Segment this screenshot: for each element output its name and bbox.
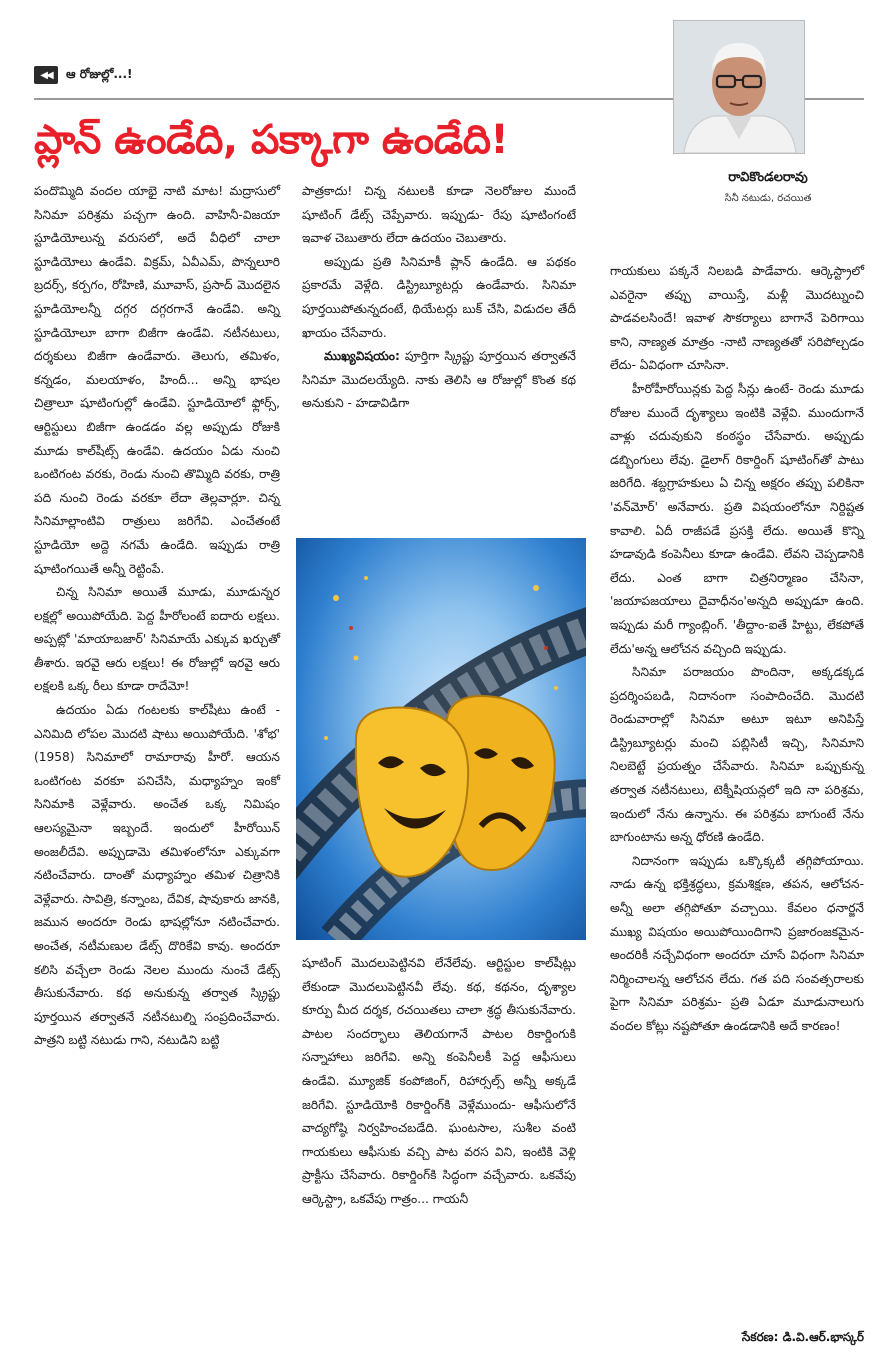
- paragraph: నిదానంగా ఇప్పుడు ఒక్కొక్కటీ తగ్గిపోయాయి. నాడు ఉన్న భక్తిశ్రద్ధలు, క్రమశిక్షణ, తపన, ఆలోచన- అన్నీ అలా తగ్గిపోతూ వచ్చాయి. కేవలం ధనార్జనే ముఖ్య విషయం అయిపోయిందిగాని ప్రజారంజకమైన-అందరికీ నచ్చేవిధంగా అందరూ చూసే విధంగా సినిమా నిర్మించాలన్న ఆలోచన లేదు. గత పది సంవత్సరాలకు పైగా సినిమా పరిశ్రమ- ప్రతి ఏడూ మూడునాలుగు వందల కోట్లు నష్టపోతూ ఉండడానికి అదే కారణం!: [610, 853, 864, 1033]
- article-column-2-continued: [302, 952, 576, 1212]
- author-role: సినీ నటుడు, రచయిత: [724, 193, 812, 204]
- theatre-masks-illustration: [296, 538, 586, 940]
- paragraph: [302, 345, 576, 416]
- article-column-1: [34, 180, 280, 1053]
- rewind-icon: ◀◀: [34, 66, 58, 84]
- article-headline: ప్లాన్ ఉండేది, పక్కాగా ఉండేది!: [34, 117, 509, 163]
- paragraph: హీరోహీరోయిన్లకు పెద్ద సీన్లు ఉంటే- రెండు మూడు రోజుల ముందే దృశ్యాలు ఇంటికి వెళ్లేవి. ముందుగానే వాళ్లు చదువుకుని కంఠస్థం చేసేవారు. అప్పుడు డబ్బింగులు లేవు. డైలాగ్ రికార్డింగ్ షూటింగ్‌తో పాటు జరిగేది. శబ్దగ్రాహకులు ఏ చిన్న అక్షరం తప్పు పలికినా 'వన్‌మోర్' అనేవారు. ప్రతి విషయంలోనూ నిర్దిష్టత కావాలి. ఏదీ రాజీపడే ప్రసక్తి లేదు. అయితే కొన్ని హడావుడి కంపెనీలు కూడా ఉండేవి. లేవని చెప్పడానికి లేదు. ఎంత బాగా చిత్రనిర్మాణం చేసినా, 'జయాపజయాలు దైవాధీనం'అన్నది అప్పుడూ ఉంది. ఇప్పుడు మరీ గ్యాంబ్లింగ్. 'తీద్దాం-ఐతే హిట్టు, లేకపోతే లేదు'అన్న ఆలోచన వచ్చింది ఇప్పుడు.: [610, 381, 864, 656]
- author-portrait-illustration: [674, 21, 804, 153]
- paragraph: పందొమ్మిది వందల యాభై నాటి మాట! మద్రాసులో సినిమా పరిశ్రమ పచ్చగా ఉంది. వాహినీ-విజయా స్టూడియోలున్న వరుసలో, అదే వీధిలో చాలా స్టూడియోలు ఉండేవి. విక్రమ్, ఏవీఎమ్, పొన్నలూరి బ్రదర్స్, కర్పగం, రోహిణి, మూవాస్, ప్రసాద్ మొదలైన స్టూడియోలన్నీ దగ్గర దగ్గరగానే ఉండేవి. అన్ని స్టూడియోలూ బాగా బిజీగా ఉండేవి. నటీనటులు, దర్శకులు బిజీగా ఉండేవారు. తెలుగు, తమిళం, కన్నడం, మలయాళం, హిందీ... అన్ని భాషల చిత్రాలూ షూటింగుల్లో ఉండేవి. స్టూడియోలో ఫ్లోర్స్, ఆర్టిస్టులు బిజీగా ఉండడం వల్ల అప్పుడు రోజుకి మూడు కాల్‌షీట్స్ ఉండేవి. ఉదయం ఏడు నుంచి ఒంటిగంట వరకు, రెండు నుంచి తొమ్మిది వరకు, రాత్రి పది నుంచి రెండు వరకూ లేదా తెల్లవార్లూ. చిన్న సినిమాల్లాంటివి రాత్రులు జరిగేవి. ఎంచేతంటే స్టూడియో అద్దె నగమే ఉండేది. ఇప్పుడు రాత్రి షూటింగయితే అన్నీ రెట్టింపే.: [34, 184, 280, 576]
- article-column-2: [302, 180, 576, 416]
- article-credit: సేకరణ: డి.వి.ఆర్.భాస్కర్: [741, 1330, 864, 1344]
- paragraph: అప్పుడు ప్రతి సినిమాకీ ప్లాన్ ఉండేది. ఆ పథకం ప్రకారమే వెళ్లేది. డిస్ట్రిబ్యూటర్లు ఉండేవారు. సినిమా పూర్తయిపోతున్నదంటే, థియేటర్లు బుక్ చేసి, విడుదల తేదీ ఖాయం చేసేవారు.: [302, 254, 576, 340]
- paragraph: ఉదయం ఏడు గంటలకు కాల్‌షీటు ఉంటే - ఎనిమిది లోపల మొదటి షాటు అయిపోయేది. 'శోభ' (1958) సినిమాలో రామారావు హీరో. ఆయన ఒంటిగంట వరకూ పనిచేసి, మధ్యాహ్నం ఇంకో సినిమాకి వెళ్లేవారు. అంచేత ఒక్క నిమిషం ఆలస్యమైనా ఇబ్బందే. ఇందులో హీరోయిన్ అంజలీదేవి. అప్పుడామె తమిళంలోనూ ఎక్కువగా నటించేవారు. దాంతో మధ్యాహ్నం తమిళ చిత్రానికి వెళ్లేవారు. సావిత్రి, కన్నాంబ, దేవిక, షావుకారు జానకి, జమున అందరూ రెండు భాషల్లోనూ నటించేవారు. అంచేత, నటీమణుల డేట్స్ దొరికేవి కావు. అందరూ కలిసి వచ్చేలా రెండు నెలల ముందు నుంచే డేట్స్ తీసుకునేవారు. కథ అనుకున్న తర్వాత స్క్రిప్టు పూర్తయిన తర్వాతనే నటీనటుల్ని సంప్రదించేవారు. పాత్రని బట్టి నటుడు గాని, నటుడిని బట్టి: [34, 703, 280, 1048]
- paragraph: సినిమా పరాజయం పొందినా, అక్కడక్కడ ప్రదర్శింపబడి, నిదానంగా సంపాదించేది. మొదటి రెండువారాల్లో సినిమా అటూ ఇటూ అనిపిస్తే డిస్ట్రిబ్యూటర్లు మంచి పబ్లిసిటీ ఇచ్చి, సినిమాని నిలబెట్టే ప్రయత్నం చేసేవారు. సినిమా ఒప్పుకున్న తర్వాత నటీనటులు, టెక్నీషియన్లలో ఇది నా పరిశ్రమ, ఇందులో నేను ఉన్నాను. ఈ పరిశ్రమ బాగుంటే నేను బాగుంటాను అన్న ధోరణి ఉండేది.: [610, 665, 864, 845]
- masks-film-reel-icon: [296, 538, 586, 940]
- paragraph: గాయకులు పక్కనే నిలబడి పాడేవారు. ఆర్కెస్ట్రాలో ఎవరైనా తప్పు వాయిస్తే, మళ్లీ మొదట్నుంచి పాడవలసిందే! ఇవాళ సౌకర్యాలు బాగానే పెరిగాయి కాని, నాణ్యత మాత్రం -నాటి నాణ్యతతో సరిపోల్చడం లేదు- ఏవిధంగా చూసినా.: [610, 264, 864, 373]
- paragraph: చిన్న సినిమా అయితే మూడు, మూడున్నర లక్షల్లో అయిపోయేది. పెద్ద హీరోలంటే ఐదారు లక్షలు. అప్పట్లో 'మాయాబజార్' సినిమాయే ఎక్కువ ఖర్చుతో తీశారు. ఇరవై ఆరు లక్షలు! ఈ రోజుల్లో ఇరవై ఆరు లక్షలకి ఒక్క రీలు కూడా రాదేమో!: [34, 585, 280, 694]
- section-label: ఆ రోజుల్లో...!: [66, 66, 133, 81]
- article-column-3: [610, 260, 864, 1039]
- paragraph: పాత్రకాదు! చిన్న నటులకి కూడా నెలరోజుల ముందే షూటింగ్ డేట్స్ చెప్పేవారు. ఇప్పుడు- రేపు షూటింగంటే ఇవాళ చెబుతారు లేదా ఉదయం చెబుతారు.: [302, 184, 576, 246]
- lead-text: పూర్తిగా స్క్రిప్టు పూర్తయిన తర్వాతనే సినిమా మొదలయ్యేది. నాకు తెలిసి ఆ రోజుల్లో కొంత కథ అనుకుని - హడావిడిగా: [302, 349, 576, 411]
- lead-in: ముఖ్యవిషయం:: [324, 349, 400, 364]
- paragraph: షూటింగ్ మొదలుపెట్టినవి లేనేలేవు. ఆర్టిస్టుల కాల్‌షీట్లు లేకుండా మొదలుపెట్టినవీ లేవు. కథ, కథనం, దృశ్యాల కూర్పు మీద దర్శక, రచయితలు చాలా శ్రద్ధ తీసుకునేవారు. పాటల సందర్భాలు తెలియగానే పాటల రికార్డింగుకి సన్నాహాలు జరిగేవి. అన్ని కంపెనీలకీ పెద్ద ఆఫీసులు ఉండేవి. మ్యూజిక్ కంపోజింగ్, రిహార్సల్స్ అన్నీ అక్కడే జరిగేవి. స్టూడియోకి రికార్డింగ్‌కి వెళ్లేముందు- ఆఫీసులోనే వాద్యగోష్ఠి నిర్వహించబడేది. ఘంటసాల, సుశీల వంటి గాయకులు ఆఫీసుకు వచ్చి పాట వరస విని, ఇంటికి వెళ్లి ప్రాక్టీసు చేసేవారు. రికార్డింగ్‌కి సిద్ధంగా వచ్చేవారు. ఒకవేపు ఆర్కెస్ట్రా, ఒకవేపు గాత్రం... గాయనీ: [302, 956, 576, 1206]
- author-name: రావికొండలరావు: [728, 170, 808, 185]
- author-photo: [673, 20, 805, 154]
- section-tag: [34, 64, 133, 86]
